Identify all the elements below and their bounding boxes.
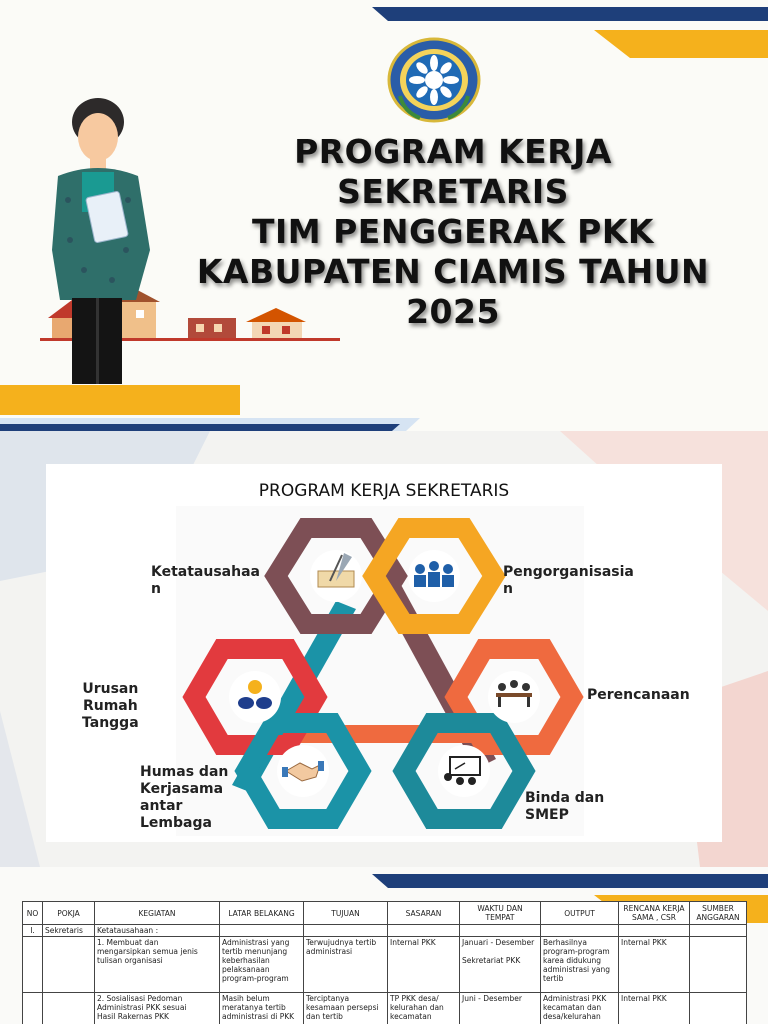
cell-waktu-tempat: Juni - Desember [460, 993, 541, 1024]
diagram-title: PROGRAM KERJA SEKRETARIS [258, 481, 510, 501]
table-row [23, 993, 747, 1024]
header-waktu-tempat: WAKTU DAN TEMPAT [460, 902, 541, 925]
cell-waktu-tempat: Januari - Desember Sekretariat PKK [460, 937, 541, 993]
cell-latar-belakang: Administrasi yang tertib menunjang keberhasilan pelaksanaan program-program [220, 937, 304, 993]
cell-sasaran: Internal PKK [388, 937, 460, 993]
cell-kegiatan: Ketatausahaan : [95, 925, 220, 937]
secretary-illustration-icon [52, 98, 150, 384]
cell-pokja: Sekretaris [43, 925, 95, 937]
header-latar-belakang: LATAR BELAKANG [220, 902, 304, 925]
header-tujuan: TUJUAN [304, 902, 388, 925]
cell-kegiatan: 2. Sosialisasi Pedoman Administrasi PKK sesuai Hasil Rakernas PKK [95, 993, 220, 1024]
title-block [170, 132, 736, 332]
cell-tujuan: Terciptanya kesamaan persepsi dan tertib [304, 993, 388, 1024]
cell-rencana-kerja: Internal PKK [619, 993, 690, 1024]
pkk-emblem-icon [389, 39, 479, 121]
label-binda-smep: Binda dan SMEP [525, 790, 605, 823]
table-slide [0, 867, 768, 1024]
label-pengorganisasian: Pengorganisasia n [503, 564, 634, 597]
header-no: NO [23, 902, 43, 925]
table-header-row [23, 902, 747, 925]
header-sasaran: SASARAN [388, 902, 460, 925]
bottom-navy-stripe [0, 424, 400, 431]
section-row [23, 925, 747, 937]
header-pokja: POKJA [43, 902, 95, 925]
title-line-4: KABUPATEN CIAMIS TAHUN [196, 252, 710, 291]
program-table [22, 901, 747, 1024]
header-rencana-kerja: RENCANA KERJA SAMA , CSR [619, 902, 690, 925]
cell-no: I. [23, 925, 43, 937]
header-output: OUTPUT [541, 902, 619, 925]
cell-kegiatan: 1. Membuat dan mengarsipkan semua jenis tulisan organisasi [95, 937, 220, 993]
team-people-icon [414, 561, 454, 587]
header-sumber-anggaran: SUMBER ANGGARAN [690, 902, 747, 925]
header-kegiatan: KEGIATAN [95, 902, 220, 925]
table-row [23, 937, 747, 993]
title-line-1: PROGRAM KERJA [294, 132, 612, 171]
bottom-gold-stripe [0, 385, 240, 415]
title-slide [0, 0, 768, 431]
title-line-3: TIM PENGGERAK PKK [251, 212, 655, 251]
cell-latar-belakang: Masih belum meratanya tertib administrasi di PKK [220, 993, 304, 1024]
hexagon-diagram [0, 431, 768, 867]
cell-output: Berhasilnya program-program karea didukung administrasi yang tertib [541, 937, 619, 993]
top-navy-stripe [372, 7, 768, 21]
cell-rencana-kerja: Internal PKK [619, 937, 690, 993]
diagram-slide [0, 431, 768, 867]
label-perencanaan: Perencanaan [587, 687, 690, 703]
title-line-5: 2025 [406, 292, 500, 331]
cell-output: Administrasi PKK kecamatan dan desa/kelurahan [541, 993, 619, 1024]
cell-sasaran: TP PKK desa/ kelurahan dan kecamatan [388, 993, 460, 1024]
label-humas-kerjasama: Humas dan Kerjasama antar Lembaga [140, 764, 229, 831]
cell-sumber-anggaran [690, 937, 747, 993]
cell-tujuan: Terwujudnya tertib administrasi [304, 937, 388, 993]
label-urusan-rumah-tangga: Urusan Rumah Tangga [82, 681, 139, 731]
label-ketatausahaan: Ketatausahaa n [151, 564, 260, 597]
cell-sumber-anggaran [690, 993, 747, 1024]
top-gold-stripe [594, 30, 768, 58]
title-line-2: SEKRETARIS [337, 172, 569, 211]
